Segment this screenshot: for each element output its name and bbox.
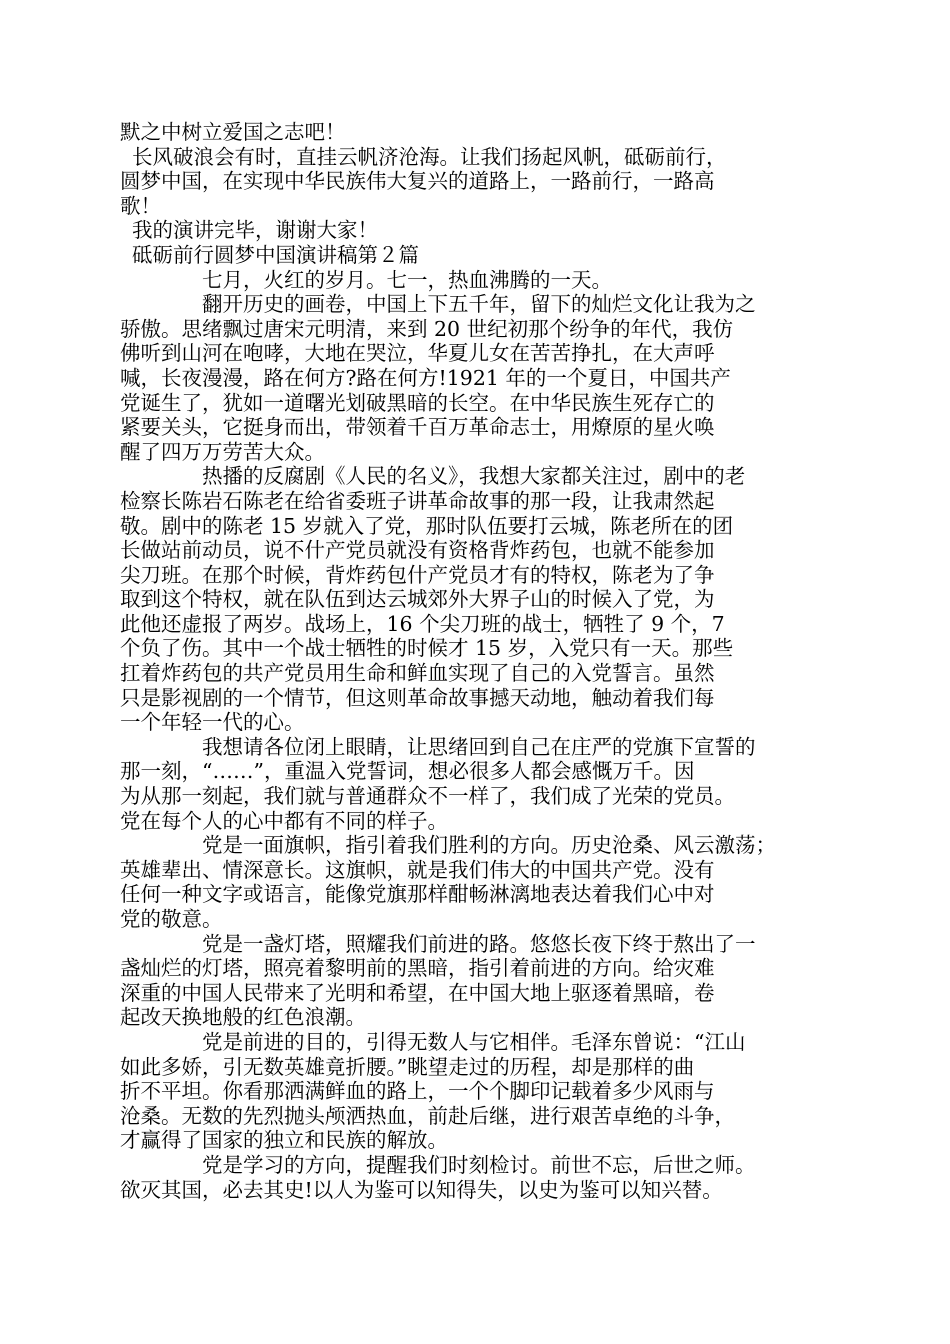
text-line: 敬。剧中的陈老 15 岁就入了党，那时队伍要打云城，陈老所在的团 xyxy=(120,513,734,538)
text-line: 欲灭其国，必去其史!以人为鉴可以知得失，以史为鉴可以知兴替。 xyxy=(120,1177,723,1202)
paragraph-start-line: 党是一面旗帜，指引着我们胜利的方向。历史沧桑、风云激荡； xyxy=(202,833,776,858)
text-line: 如此多娇，引无数英雄竟折腰。”眺望走过的历程，却是那样的曲 xyxy=(120,1054,695,1079)
paragraph-start-line: 我想请各位闭上眼睛，让思绪回到自己在庄严的党旗下宣誓的 xyxy=(202,734,756,759)
text-line: 歌！ xyxy=(120,193,161,218)
text-line: 长做站前动员，说不什产党员就没有资格背炸药包，也就不能参加 xyxy=(120,538,715,563)
text-line: 喊，长夜漫漫，路在何方?路在何方!1921 年的一个夏日，中国共产 xyxy=(120,365,731,390)
text-line: 骄傲。思绪飘过唐宋元明清，来到 20 世纪初那个纷争的年代，我仿 xyxy=(120,316,734,341)
text-line: 只是影视剧的一个情节，但这则革命故事撼天动地，触动着我们每 xyxy=(120,685,715,710)
text-line: 深重的中国人民带来了光明和希望，在中国大地上驱逐着黑暗，卷 xyxy=(120,980,715,1005)
text-line: 此他还虚报了两岁。战场上，16 个尖刀班的战士，牺牲了 9 个，7 xyxy=(120,611,725,636)
text-line: 才赢得了国家的独立和民族的解放。 xyxy=(120,1128,448,1153)
text-line: 佛听到山河在咆哮，大地在哭泣，华夏儿女在苦苦挣扎，在大声呼 xyxy=(120,341,715,366)
text-line: 扛着炸药包的共产党员用生命和鲜血实现了自己的入党誓言。虽然 xyxy=(120,661,715,686)
text-line: 紧要关头，它挺身而出，带领着千百万革命志士，用燎原的星火唤 xyxy=(120,415,715,440)
text-line: 个负了伤。其中一个战士牺牲的时候才 15 岁，入党只有一天。那些 xyxy=(120,636,734,661)
text-line: 任何一种文字或语言，能像党旗那样酣畅淋漓地表达着我们心中对 xyxy=(120,882,715,907)
text-line: 起改天换地般的红色浪潮。 xyxy=(120,1005,366,1030)
paragraph-start-line: 长风破浪会有时，直挂云帆济沧海。让我们扬起风帆，砥砺前行， xyxy=(132,144,727,169)
text-line: 为从那一刻起，我们就与普通群众不一样了，我们成了光荣的党员。 xyxy=(120,784,735,809)
text-line: 圆梦中国，在实现中华民族伟大复兴的道路上，一路前行，一路高 xyxy=(120,169,715,194)
text-line: 那一刻，“……”，重温入党誓词，想必很多人都会感慨万千。因 xyxy=(120,759,695,784)
text-line: 党诞生了，犹如一道曙光划破黑暗的长空。在中华民族生死存亡的 xyxy=(120,390,715,415)
text-line: 默之中树立爱国之志吧！ xyxy=(120,120,346,144)
paragraph-start-line: 党是前进的目的，引得无数人与它相伴。毛泽东曾说：“江山 xyxy=(202,1029,746,1054)
paragraph-start-line: 七月，火红的岁月。七一，热血沸腾的一天。 xyxy=(202,267,612,292)
paragraph-start-line: 我的演讲完毕，谢谢大家！ xyxy=(132,218,378,243)
document-page xyxy=(120,120,820,1202)
text-line: 沧桑。无数的先烈抛头颅洒热血，前赴后继，进行艰苦卓绝的斗争， xyxy=(120,1103,735,1128)
text-line: 折不平坦。你看那洒满鲜血的路上，一个个脚印记载着多少风雨与 xyxy=(120,1079,715,1104)
section-heading: 砥砺前行圆梦中国演讲稿第２篇 xyxy=(132,242,419,267)
text-line: 党在每个人的心中都有不同的样子。 xyxy=(120,808,448,833)
paragraph-start-line: 翻开历史的画卷，中国上下五千年，留下的灿烂文化让我为之 xyxy=(202,292,756,317)
paragraph-start-line: 热播的反腐剧《人民的名义》，我想大家都关注过，剧中的老 xyxy=(202,464,746,489)
text-line: 一个年轻一代的心。 xyxy=(120,710,305,735)
paragraph-start-line: 党是一盏灯塔，照耀我们前进的路。悠悠长夜下终于熬出了一 xyxy=(202,931,756,956)
text-line: 尖刀班。在那个时候，背炸药包什产党员才有的特权，陈老为了争 xyxy=(120,562,715,587)
text-line: 取到这个特权，就在队伍到达云城郊外大界子山的时候入了党，为 xyxy=(120,587,715,612)
text-line: 醒了四万万劳苦大众。 xyxy=(120,439,325,464)
text-line: 检察长陈岩石陈老在给省委班子讲革命故事的那一段，让我肃然起 xyxy=(120,488,715,513)
text-line: 党的敬意。 xyxy=(120,907,223,931)
text-line: 英雄辈出、情深意长。这旗帜，就是我们伟大的中国共产党。没有 xyxy=(120,857,715,882)
paragraph-start-line: 党是学习的方向，提醒我们时刻检讨。前世不忘，后世之师。 xyxy=(202,1152,756,1177)
text-line: 盏灿烂的灯塔，照亮着黎明前的黑暗，指引着前进的方向。给灾难 xyxy=(120,956,715,981)
